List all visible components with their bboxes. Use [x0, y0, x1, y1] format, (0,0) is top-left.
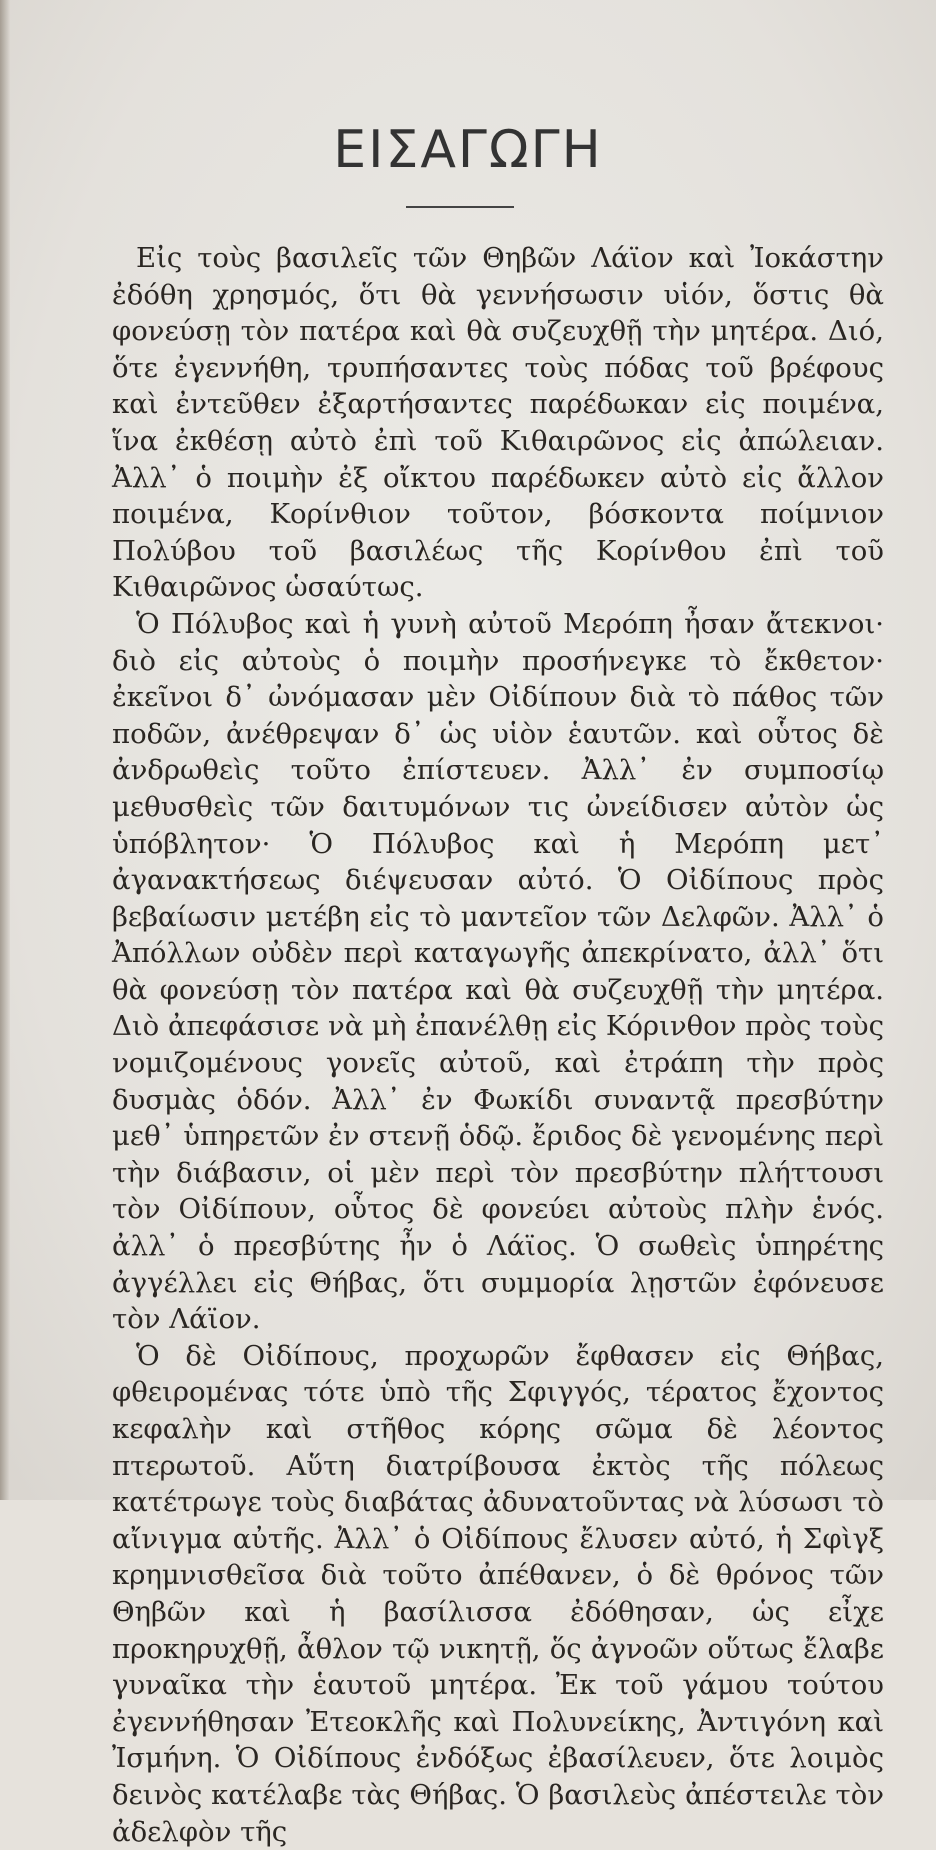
body-text: [112, 240, 884, 1850]
paragraph-3: Ὁ δὲ Οἰδίπους, προχωρῶν ἔφθασεν εἰς Θήβας, φθειρομένας τότε ὑπὸ τῆς Σφιγγός, τέρατος ἔχοντος κεφαλὴν καὶ στῆθος κόρης σῶμα δὲ λέοντος πτερωτοῦ. Αὕτη διατρίβουσα ἐκτὸς τῆς πόλεως κατέτρωγε τοὺς διαβάτας ἀδυνατοῦντας νὰ λύσωσι τὸ αἴνιγμα αὐτῆς. Ἀλλ᾽ ὁ Οἰδίπους ἔλυσεν αὐτό, ἡ Σφὶγξ κρημνισθεῖσα διὰ τοῦτο ἀπέθανεν, ὁ δὲ θρόνος τῶν Θηβῶν καὶ ἡ βασίλισσα ἐδόθησαν, ὡς εἶχε προκηρυχθῇ, ἆθλον τῷ νικητῇ, ὅς ἀγνοῶν οὕτως ἔλαβε γυναῖκα τὴν ἑαυτοῦ μητέρα. Ἐκ τοῦ γάμου τούτου ἐγεννήθησαν Ἐτεοκλῆς καὶ Πολυνείκης, Ἀντιγόνη καὶ Ἰσμήνη. Ὁ Οἰδίπους ἐνδόξως ἐβασίλευεν, ὅτε λοιμὸς δεινὸς κατέλαβε τὰς Θήβας. Ὁ βασιλεὺς ἀπέστειλε τὸν ἀδελφὸν τῆς: [112, 1339, 884, 1848]
page-edge: [0, 0, 10, 1500]
title-underline: [406, 206, 514, 208]
paragraph-1: Εἰς τοὺς βασιλεῖς τῶν Θηβῶν Λάϊον καὶ Ἰοκάστην ἐδόθη χρησμός, ὅτι θὰ γεννήσωσιν υἱόν, ὅστις θὰ φονεύσῃ τὸν πατέρα καὶ θὰ συζευχθῇ τὴν μητέρα. Διό, ὅτε ἐγεννήθη, τρυπήσαντες τοὺς πόδας τοῦ βρέφους καὶ ἐντεῦθεν ἐξαρτήσαντες παρέδωκαν εἰς ποιμένα, ἵνα ἐκθέσῃ αὐτὸ ἐπὶ τοῦ Κιθαιρῶνος εἰς ἀπώλειαν. Ἀλλ᾽ ὁ ποιμὴν ἐξ οἴκτου παρέδωκεν αὐτὸ εἰς ἄλλον ποιμένα, Κορίνθιον τοῦτον, βόσκοντα ποίμνιον Πολύβου τοῦ βασιλέως τῆς Κορίνθου ἐπὶ τοῦ Κιθαιρῶνος ὡσαύτως.: [112, 242, 884, 604]
paragraph-2: Ὁ Πόλυβος καὶ ἡ γυνὴ αὐτοῦ Μερόπη ἦσαν ἄτεκνοι· διὸ εἰς αὐτοὺς ὁ ποιμὴν προσήνεγκε τὸ ἔκθετον· ἐκεῖνοι δ᾽ ὠνόμασαν μὲν Οἰδίπουν διὰ τὸ πάθος τῶν ποδῶν, ἀνέθρεψαν δ᾽ ὡς υἱὸν ἑαυτῶν. καὶ οὗτος δὲ ἀνδρωθεὶς τοῦτο ἐπίστευεν. Ἀλλ᾽ ἐν συμποσίῳ μεθυσθεὶς τῶν δαιτυμόνων τις ὠνείδισεν αὐτὸν ὡς ὑπόβλητον· Ὁ Πόλυβος καὶ ἡ Μερόπη μετ᾽ ἀγανακτήσεως διέψευσαν αὐτό. Ὁ Οἰδίπους πρὸς βεβαίωσιν μετέβη εἰς τὸ μαντεῖον τῶν Δελφῶν. Ἀλλ᾽ ὁ Ἀπόλλων οὐδὲν περὶ καταγωγῆς ἀπεκρίνατο, ἀλλ᾽ ὅτι θὰ φονεύσῃ τὸν πατέρα καὶ θὰ συζευχθῇ τὴν μητέρα. Διὸ ἀπεφάσισε νὰ μὴ ἐπανέλθῃ εἰς Κόρινθον πρὸς τοὺς νομιζομένους γονεῖς αὐτοῦ, καὶ ἐτράπη τὴν πρὸς δυσμὰς ὁδόν. Ἀλλ᾽ ἐν Φωκίδι συναντᾷ πρεσβύτην μεθ᾽ ὑπηρετῶν ἐν στενῇ ὁδῷ. ἔριδος δὲ γενομένης περὶ τὴν διάβασιν, οἱ μὲν περὶ τὸν πρεσβύτην πλήττουσι τὸν Οἰδίπουν, οὗτος δὲ φονεύει αὐτοὺς πλὴν ἑνός. ἀλλ᾽ ὁ πρεσβύτης ἦν ὁ Λάϊος. Ὁ σωθεὶς ὑπηρέτης ἀγγέλλει εἰς Θήβας, ὅτι συμμορία λῃστῶν ἐφόνευσε τὸν Λάϊον.: [112, 607, 885, 1336]
page-title: ΕΙΣΑΓΩΓΗ: [333, 120, 603, 180]
